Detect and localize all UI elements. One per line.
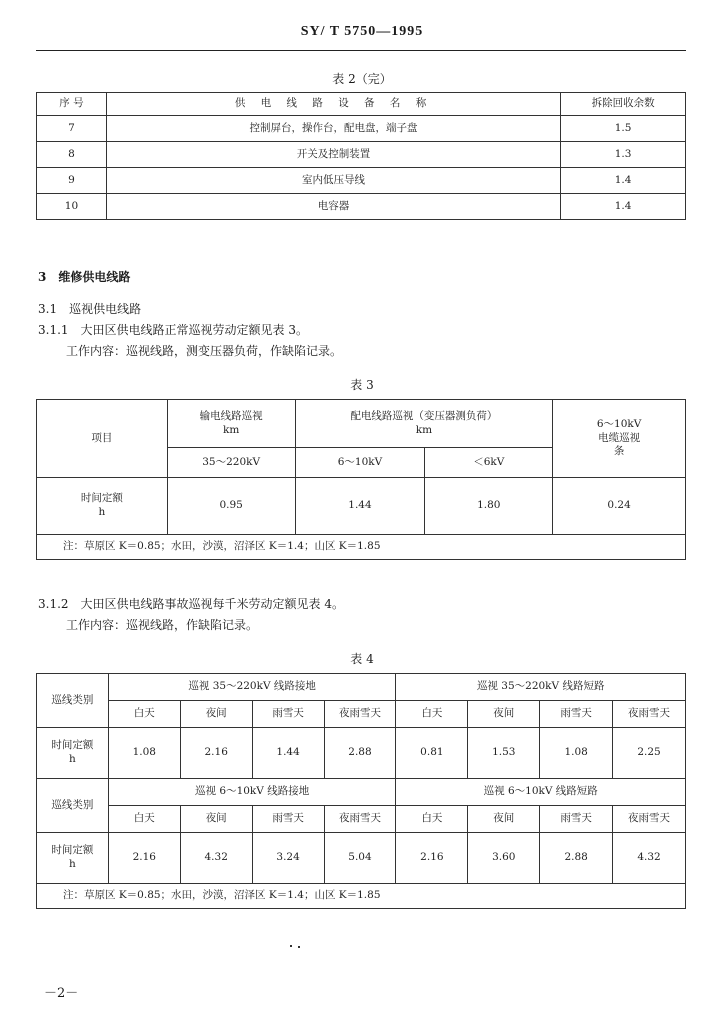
time-quota-label <box>37 728 109 779</box>
subheader: 夜雨雪天 <box>613 701 686 728</box>
item-label: 项目 <box>91 431 113 444</box>
table-note-row <box>37 535 686 560</box>
value-cell: 1.80 <box>425 478 553 535</box>
table-group-row <box>37 674 686 701</box>
value-cell: 2.88 <box>324 728 396 779</box>
section-3-1-1-title: 3.1.1 大田区供电线路正常巡视劳动定额见表 3。 <box>38 323 308 337</box>
subheader: 雨雪天 <box>252 701 324 728</box>
transmission-label: 输电线路巡视 <box>199 409 263 422</box>
subheader: 白天 <box>108 806 180 833</box>
group-header: 巡视 35～220kV 线路短路 <box>396 674 686 701</box>
value-cell: 1.44 <box>295 478 425 535</box>
section-3-1-title: 3.1 巡视供电线路 <box>38 302 142 316</box>
value-cell: 2.16 <box>180 728 252 779</box>
table2 <box>36 92 686 220</box>
cable-unit: 条 <box>613 445 625 458</box>
item-header <box>37 400 168 478</box>
category-label: 巡线类别 <box>37 674 109 728</box>
subheader: 白天 <box>396 806 468 833</box>
value-cell: 0.24 <box>553 478 686 535</box>
subheader: 雨雪天 <box>540 806 613 833</box>
table3-note: 注：草原区 K＝0.85；水田，沙漠，沼泽区 K＝1.4；山区 K＝1.85 <box>37 535 686 560</box>
value-cell: 2.16 <box>396 833 468 884</box>
column-header: 序 号 <box>37 93 107 116</box>
recovery-value: 1.3 <box>561 142 686 168</box>
subheader: 白天 <box>396 701 468 728</box>
subheader: 白天 <box>108 701 180 728</box>
scan-speck <box>298 946 300 948</box>
table-row <box>37 728 686 779</box>
table4 <box>36 673 686 909</box>
value-cell: 1.08 <box>108 728 180 779</box>
table2-caption: 表 2（完） <box>332 72 392 86</box>
row-unit: h <box>98 506 106 518</box>
recovery-value: 1.4 <box>561 194 686 220</box>
table-group-row <box>37 779 686 806</box>
equipment-name: 电容器 <box>106 194 560 220</box>
recovery-value: 1.4 <box>561 168 686 194</box>
row-label: 时间定额 <box>80 492 123 505</box>
value-cell: 0.95 <box>167 478 295 535</box>
row-number: 10 <box>37 194 107 220</box>
row-number: 8 <box>37 142 107 168</box>
table4-note: 注：草原区 K＝0.85；水田，沙漠，沼泽区 K＝1.4；山区 K＝1.85 <box>37 884 686 909</box>
cable-label: 电缆巡视 <box>598 431 641 444</box>
table-header-row <box>37 93 686 116</box>
table-note-row <box>37 884 686 909</box>
table3 <box>36 399 686 560</box>
value-cell: 4.32 <box>180 833 252 884</box>
group-header: 巡视 6～10kV 线路短路 <box>396 779 686 806</box>
time-quota-label <box>37 833 109 884</box>
table-header-row <box>37 400 686 448</box>
value-cell: 2.88 <box>540 833 613 884</box>
subheader: 雨雪天 <box>540 701 613 728</box>
subheader: 雨雪天 <box>252 806 324 833</box>
transmission-unit: km <box>223 423 240 436</box>
scan-speck <box>290 945 292 947</box>
distribution-header <box>295 400 553 448</box>
group-header: 巡视 6～10kV 线路接地 <box>108 779 396 806</box>
group-header: 巡视 35～220kV 线路接地 <box>108 674 396 701</box>
table-subheader-row <box>37 806 686 833</box>
table-row <box>37 478 686 535</box>
category-label: 巡线类别 <box>37 779 109 833</box>
table-row <box>37 194 686 220</box>
header-rule <box>36 50 686 51</box>
time-quota-label <box>37 478 168 535</box>
row-label: 时间定额 <box>51 739 94 752</box>
equipment-name: 控制屏台，操作台，配电盘，端子盘 <box>106 116 560 142</box>
value-cell: 2.16 <box>108 833 180 884</box>
document-code: SY/ T 5750—1995 <box>300 24 424 39</box>
row-label: 时间定额 <box>51 844 94 857</box>
value-cell: 5.04 <box>324 833 396 884</box>
column-header: 供 电 线 路 设 备 名 称 <box>106 93 560 116</box>
subheader: 夜间 <box>180 701 252 728</box>
row-unit: h <box>69 858 76 870</box>
subheader: 夜间 <box>180 806 252 833</box>
equipment-name: 开关及控制装置 <box>106 142 560 168</box>
cable-voltage: 6～10kV <box>596 418 642 431</box>
subheader-lt-6kv: ＜6kV <box>425 448 553 478</box>
subheader-6-10kv: 6～10kV <box>295 448 425 478</box>
value-cell: 3.60 <box>468 833 540 884</box>
table-row <box>37 142 686 168</box>
table-row <box>37 168 686 194</box>
section-3-title: 3 维修供电线路 <box>38 270 131 284</box>
recovery-value: 1.5 <box>561 116 686 142</box>
distribution-unit: km <box>415 423 433 436</box>
cable-header <box>553 400 686 478</box>
value-cell: 2.25 <box>613 728 686 779</box>
table4-caption: 表 4 <box>350 652 374 666</box>
page-number: －2－ <box>44 986 79 1001</box>
table-row <box>37 116 686 142</box>
value-cell: 1.44 <box>252 728 324 779</box>
transmission-header <box>167 400 295 448</box>
value-cell: 1.53 <box>468 728 540 779</box>
section-3-1-2-work-content: 工作内容：巡视线路，作缺陷记录。 <box>66 618 259 632</box>
subheader-35-220kv: 35～220kV <box>167 448 295 478</box>
section-3-1-2-title: 3.1.2 大田区供电线路事故巡视每千米劳动定额见表 4。 <box>38 597 344 611</box>
subheader: 夜雨雪天 <box>324 806 396 833</box>
column-header: 拆除回收余数 <box>561 93 686 116</box>
value-cell: 0.81 <box>396 728 468 779</box>
value-cell: 3.24 <box>252 833 324 884</box>
subheader: 夜间 <box>468 806 540 833</box>
row-unit: h <box>69 753 76 765</box>
distribution-label: 配电线路巡视（变压器测负荷） <box>350 409 498 422</box>
section-3-1-1-work-content: 工作内容：巡视线路，测变压器负荷，作缺陷记录。 <box>66 344 343 358</box>
row-number: 7 <box>37 116 107 142</box>
table-row <box>37 833 686 884</box>
subheader: 夜间 <box>468 701 540 728</box>
table-subheader-row <box>37 701 686 728</box>
subheader: 夜雨雪天 <box>613 806 686 833</box>
table3-caption: 表 3 <box>350 378 374 392</box>
value-cell: 1.08 <box>540 728 613 779</box>
subheader: 夜雨雪天 <box>324 701 396 728</box>
value-cell: 4.32 <box>613 833 686 884</box>
row-number: 9 <box>37 168 107 194</box>
equipment-name: 室内低压导线 <box>106 168 560 194</box>
